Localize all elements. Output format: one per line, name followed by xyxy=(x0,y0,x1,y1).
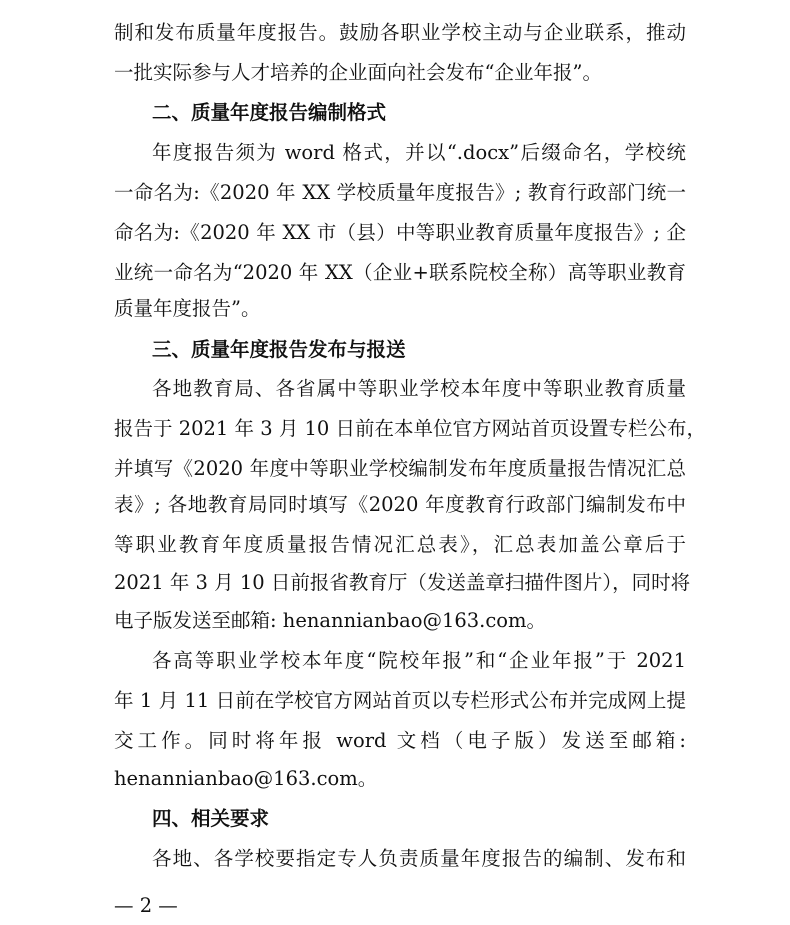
paragraph-line: 命名为:《2020 年 XX 市（县）中等职业教育质量年度报告》; 企 xyxy=(114,221,686,244)
section-heading-requirements: 四、相关要求 xyxy=(152,807,270,830)
section-heading-submit: 三、质量年度报告发布与报送 xyxy=(152,338,406,361)
paragraph-line: 各地、各学校要指定专人负责质量年度报告的编制、发布和 xyxy=(152,847,686,870)
paragraph-line: 制和发布质量年度报告。鼓励各职业学校主动与企业联系，推动 xyxy=(114,21,686,44)
paragraph-line: 各高等职业学校本年度“院校年报”和“企业年报”于 2021 xyxy=(152,649,686,672)
paragraph-line: 一批实际参与人才培养的企业面向社会发布“企业年报”。 xyxy=(114,61,602,84)
paragraph-line: 年 1 月 11 日前在学校官方网站首页以专栏形式公布并完成网上提 xyxy=(114,689,686,712)
page-number: — 2 — xyxy=(114,894,178,917)
paragraph-line: 一命名为:《2020 年 XX 学校质量年度报告》; 教育行政部门统一 xyxy=(114,181,686,204)
paragraph-line: 年度报告须为 word 格式，并以“.docx”后缀命名，学校统 xyxy=(152,141,686,164)
paragraph-line: 电子版发送至邮箱: henannianbao@163.com。 xyxy=(114,609,547,632)
paragraph-line: henannianbao@163.com。 xyxy=(114,767,378,790)
paragraph-line: 报告于 2021 年 3 月 10 日前在本单位官方网站首页设置专栏公布， xyxy=(114,417,707,440)
paragraph-line: 表》; 各地教育局同时填写《2020 年度教育行政部门编制发布中 xyxy=(114,493,686,516)
paragraph-line: 2021 年 3 月 10 日前报省教育厅（发送盖章扫描件图片），同时将 xyxy=(114,571,691,594)
paragraph-line: 等职业教育年度质量报告情况汇总表》，汇总表加盖公章后于 xyxy=(114,533,686,556)
paragraph-line: 业统一命名为“2020 年 XX（企业+联系院校全称）高等职业教育 xyxy=(114,261,686,284)
paragraph-line: 各地教育局、各省属中等职业学校本年度中等职业教育质量 xyxy=(152,377,686,400)
section-heading-format: 二、质量年度报告编制格式 xyxy=(152,101,387,124)
paragraph-line: 交工作。同时将年报 word 文档（电子版）发送至邮箱: xyxy=(114,729,686,752)
paragraph-line: 质量年度报告”。 xyxy=(114,297,261,320)
paragraph-line: 并填写《2020 年度中等职业学校编制发布年度质量报告情况汇总 xyxy=(114,457,686,480)
